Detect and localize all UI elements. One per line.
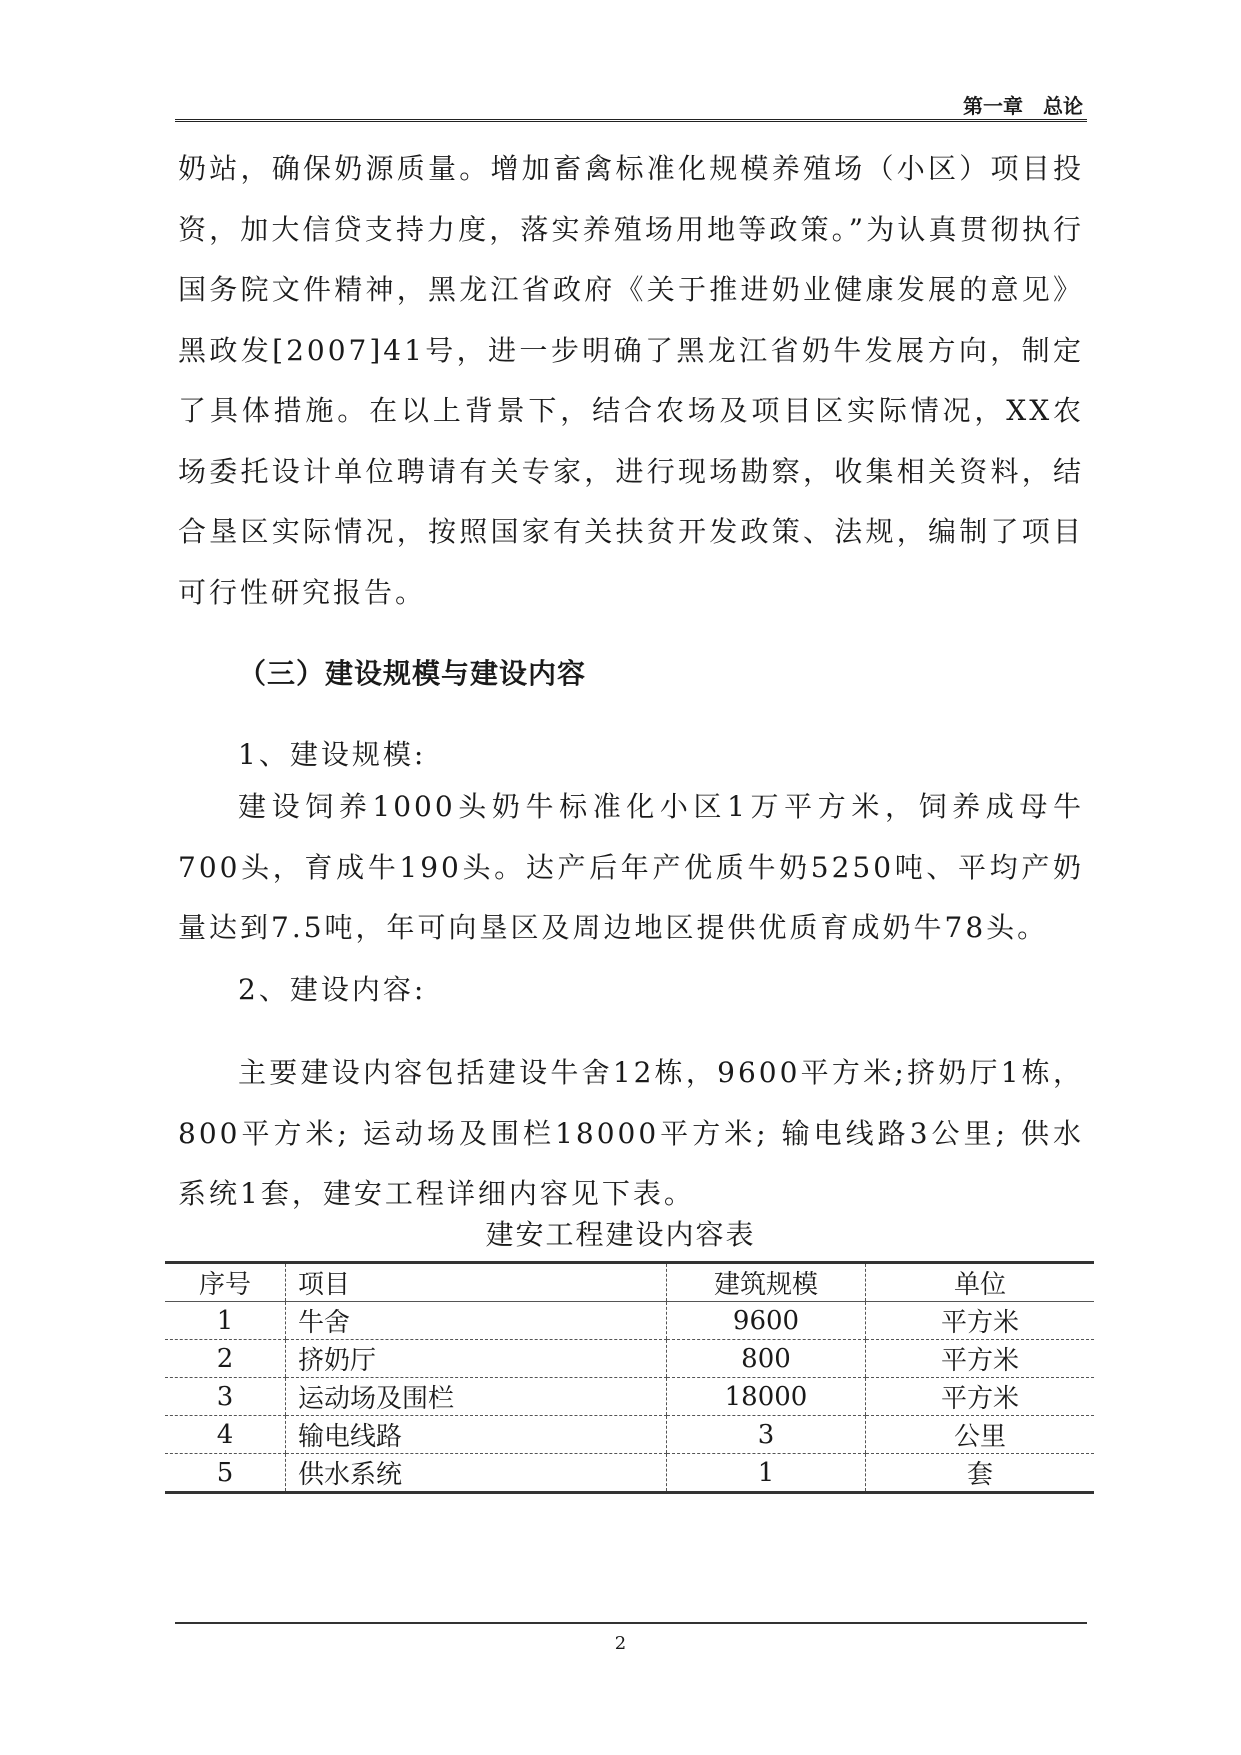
cell-item: 供水系统 bbox=[286, 1454, 667, 1493]
cell-no: 2 bbox=[165, 1340, 286, 1378]
table-row bbox=[165, 1340, 1094, 1378]
cell-unit: 套 bbox=[866, 1454, 1095, 1493]
cell-item: 牛舍 bbox=[286, 1302, 667, 1340]
cell-unit: 平方米 bbox=[866, 1340, 1095, 1378]
cell-unit: 公里 bbox=[866, 1416, 1095, 1454]
cell-no: 4 bbox=[165, 1416, 286, 1454]
cell-no: 3 bbox=[165, 1378, 286, 1416]
header-no: 序号 bbox=[165, 1263, 286, 1302]
cell-no: 5 bbox=[216, 1457, 234, 1488]
table-row bbox=[165, 1416, 1094, 1454]
cell-scale: 9600 bbox=[667, 1302, 866, 1340]
construction-table bbox=[165, 1261, 1094, 1494]
table-header-row bbox=[165, 1263, 1094, 1302]
cell-item: 运动场及围栏 bbox=[286, 1378, 667, 1416]
scale-label: 1、建设规模: bbox=[238, 738, 427, 771]
header-unit: 单位 bbox=[866, 1263, 1095, 1302]
footer-rule bbox=[175, 1622, 1087, 1624]
cell-scale: 18000 bbox=[667, 1378, 866, 1416]
cell-scale: 800 bbox=[667, 1340, 866, 1378]
table-title: 建安工程建设内容表 bbox=[485, 1218, 756, 1251]
header-rule bbox=[175, 119, 1087, 122]
cell-item: 输电线路 bbox=[286, 1416, 667, 1454]
table-row bbox=[165, 1302, 1094, 1340]
header-scale: 建筑规模 bbox=[667, 1263, 866, 1302]
header-item: 项目 bbox=[286, 1263, 667, 1302]
content-paragraph: 主要建设内容包括建设牛舍12栋，9600平方米;挤奶厅1栋，800平方米; 运动场及围栏18000平方米; 输电线路3公里; 供水系统1套，建安工程详细内容见下表。 bbox=[178, 1056, 1084, 1210]
table-row bbox=[165, 1454, 1094, 1493]
cell-unit: 平方米 bbox=[866, 1378, 1095, 1416]
cell-scale: 1 bbox=[667, 1454, 866, 1493]
content-label: 2、建设内容: bbox=[238, 973, 427, 1006]
page-header bbox=[175, 86, 1087, 122]
cell-no: 1 bbox=[165, 1302, 286, 1340]
cell-item: 挤奶厅 bbox=[286, 1340, 667, 1378]
chapter-title: 第一章 总论 bbox=[963, 94, 1083, 118]
cell-unit: 平方米 bbox=[866, 1302, 1095, 1340]
cell-scale: 3 bbox=[667, 1416, 866, 1454]
section-heading: （三）建设规模与建设内容 bbox=[238, 657, 587, 690]
scale-paragraph: 建设饲养1000头奶牛标准化小区1万平方米，饲养成母牛700头，育成牛190头。达产后年产优质牛奶5250吨、平均产奶量达到7.5吨，年可向垦区及周边地区提供优质育成奶牛78头。 bbox=[178, 790, 1084, 944]
page-number: 2 bbox=[614, 1633, 627, 1654]
table-row bbox=[165, 1378, 1094, 1416]
intro-paragraph: 奶站，确保奶源质量。增加畜禽标准化规模养殖场（小区）项目投资，加大信贷支持力度，落实养殖场用地等政策。”为认真贯彻执行国务院文件精神，黑龙江省政府《关于推进奶业健康发展的意见》黑政发[2007]41号，进一步明确了黑龙江省奶牛发展方向，制定了具体措施。在以上背景下，结合农场及项目区实际情况，XX农场委托设计单位聘请有关专家，进行现场勘察，收集相关资料，结合垦区实际情况，按照国家有关扶贫开发政策、法规，编制了项目可行性研究报告。 bbox=[178, 152, 1084, 609]
